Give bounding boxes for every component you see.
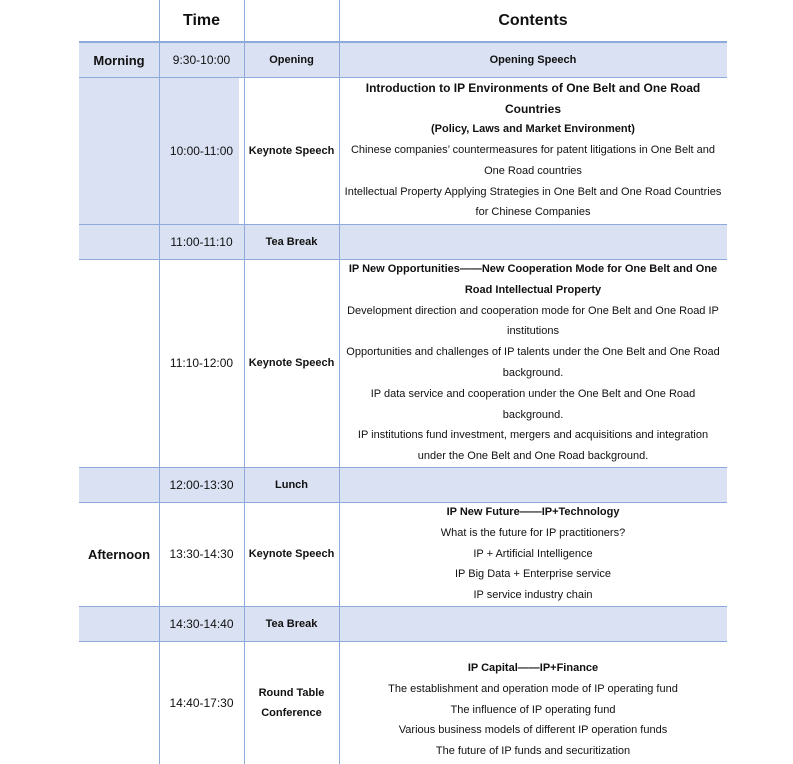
contents-cell — [339, 43, 727, 77]
session-title: Opening Speech — [489, 53, 577, 66]
session-title: IP New Opportunities——New Cooperation Mode for One Belt and One Road Intellectual Property — [348, 263, 718, 296]
session-topic: The influence of IP operating fund — [450, 703, 616, 716]
header-divider — [79, 41, 727, 43]
session-type-cell: Tea Break — [265, 617, 318, 630]
session-topic: IP + Artificial Intelligence — [473, 547, 593, 560]
time-cell: 13:30-14:30 — [169, 547, 234, 561]
time-cell: 10:00-11:00 — [169, 143, 234, 158]
session-title: IP Capital——IP+Finance — [467, 662, 599, 674]
contents-cell — [339, 77, 727, 224]
header-contents: Contents — [498, 12, 568, 29]
row-divider — [79, 77, 727, 78]
session-topic: IP service industry chain — [473, 589, 593, 602]
session-type-cell: Lunch — [275, 478, 308, 491]
time-cell: 11:10-12:00 — [169, 356, 234, 370]
session-topic: The future of IP funds and securitization — [435, 745, 631, 758]
period-morning: Morning — [93, 52, 145, 68]
divider-v1 — [159, 0, 160, 764]
contents-cell — [339, 467, 727, 502]
contents-cell — [339, 259, 727, 467]
session-topic: Opportunities and challenges of IP talents under the One Belt and One Road background. — [346, 346, 720, 379]
session-title: IP New Future——IP+Technology — [446, 506, 620, 518]
session-topic: What is the future for IP practitioners? — [440, 526, 626, 539]
time-cell: 12:00-13:30 — [169, 477, 234, 492]
session-type-cell: Keynote Speech — [248, 357, 335, 369]
session-topic: Various business models of different IP operation funds — [398, 724, 668, 737]
divider-v3 — [339, 0, 340, 764]
divider-v2 — [244, 0, 245, 764]
row-divider — [79, 641, 727, 642]
row-divider — [79, 259, 727, 260]
time-cell: 14:30-14:40 — [169, 616, 234, 631]
session-topic: IP data service and cooperation under the One Belt and One Road background. — [370, 387, 696, 421]
session-type-cell: Round Table Conference — [258, 686, 325, 719]
contents-cell — [339, 641, 727, 764]
header-time: Time — [182, 12, 221, 29]
session-title: Introduction to IP Environments of One Belt and One Road Countries — [365, 80, 701, 116]
session-topic: IP institutions fund investment, mergers and acquisitions and integration under the One Belt and One Road background. — [357, 429, 709, 463]
contents-cell — [339, 502, 727, 606]
row-divider — [79, 606, 727, 607]
session-topic: Intellectual Property Applying Strategies in One Belt and One Road Countries for Chinese Companies — [344, 185, 722, 219]
row-divider — [79, 467, 727, 468]
row-divider — [79, 224, 727, 225]
session-topic: The establishment and operation mode of IP operating fund — [388, 682, 678, 695]
session-type-cell: Tea Break — [265, 235, 318, 248]
session-topic: IP Big Data + Enterprise service — [454, 568, 611, 581]
contents-cell — [339, 224, 727, 259]
session-type-cell: Opening — [269, 54, 314, 66]
time-cell: 14:40-17:30 — [169, 695, 234, 710]
time-cell: 9:30-10:00 — [172, 53, 231, 67]
session-topic: Development direction and cooperation mode for One Belt and One Road IP institutions — [347, 304, 719, 338]
session-topic: Chinese companies’ countermeasures for patent litigations in One Belt and One Road countries — [350, 144, 716, 177]
contents-cell — [339, 606, 727, 641]
time-cell: 11:00-11:10 — [170, 234, 233, 249]
session-type-cell: Keynote Speech — [248, 144, 335, 157]
session-title: (Policy, Laws and Market Environment) — [431, 123, 635, 136]
session-type-cell: Keynote Speech — [248, 548, 335, 560]
row-divider — [79, 502, 727, 503]
period-afternoon: Afternoon — [87, 546, 151, 562]
